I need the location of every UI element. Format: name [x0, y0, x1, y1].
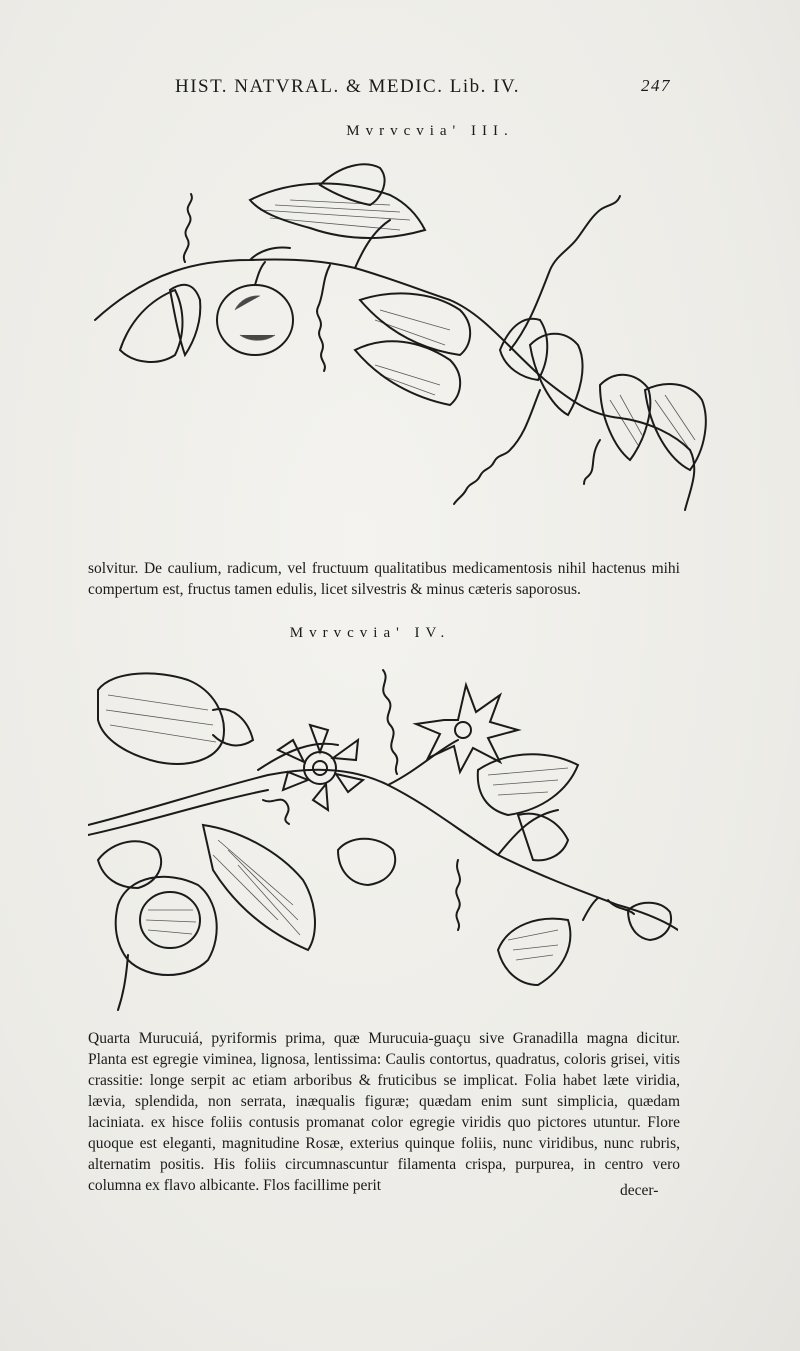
plate-title-3: Mvrvcvia' III. — [346, 123, 514, 139]
plate-title-4: Mvrvcvia' IV. — [289, 625, 451, 641]
paragraph-quarta — [88, 1028, 680, 1196]
woodcut-murucuia-3 — [90, 150, 715, 535]
paragraph-1-text: solvitur. De caulium, radicum, vel fructuum qualitatibus medicamentosis nihil hactenus mihi compertum est, fructus tamen edulis, licet silvestris & minus cæteris saporosus. — [88, 560, 680, 598]
woodcut-murucuia-4 — [88, 650, 678, 1020]
paragraph-solvitur — [88, 558, 680, 600]
paragraph-2-text: Quarta Murucuiá, pyriformis prima, quæ Murucuia-guaçu sive Granadilla magna dicitur. Planta est egregie viminea, lignosa, lentissima: Caulis contortus, quadratus, coloris grisei, vitis crassitie: longe serpit ac etiam arboribus & fruticibus se implicat. Folia habet læte viridia, lævia, splendida, non serrata, inæqualis figuræ; quædam enim sunt simplicia, quædam laciniata. ex hisce foliis contusis promanat color egregie viridis quo pictores utuntur. Flore quoque est eleganti, magnitudine Rosæ, exterius quinque foliis, nunc viridibus, nunc rubris, alternatim positis. His foliis circumnascuntur filamenta crispa, purpurea, in centro vero columna ex flavo albicante. Flos facillime perit — [88, 1030, 680, 1194]
page-number: 247 — [641, 76, 671, 95]
running-head-title: HIST. NATVRAL. & MEDIC. Lib. IV. — [175, 76, 520, 97]
running-head — [175, 76, 675, 102]
catchword: decer- — [620, 1182, 659, 1199]
